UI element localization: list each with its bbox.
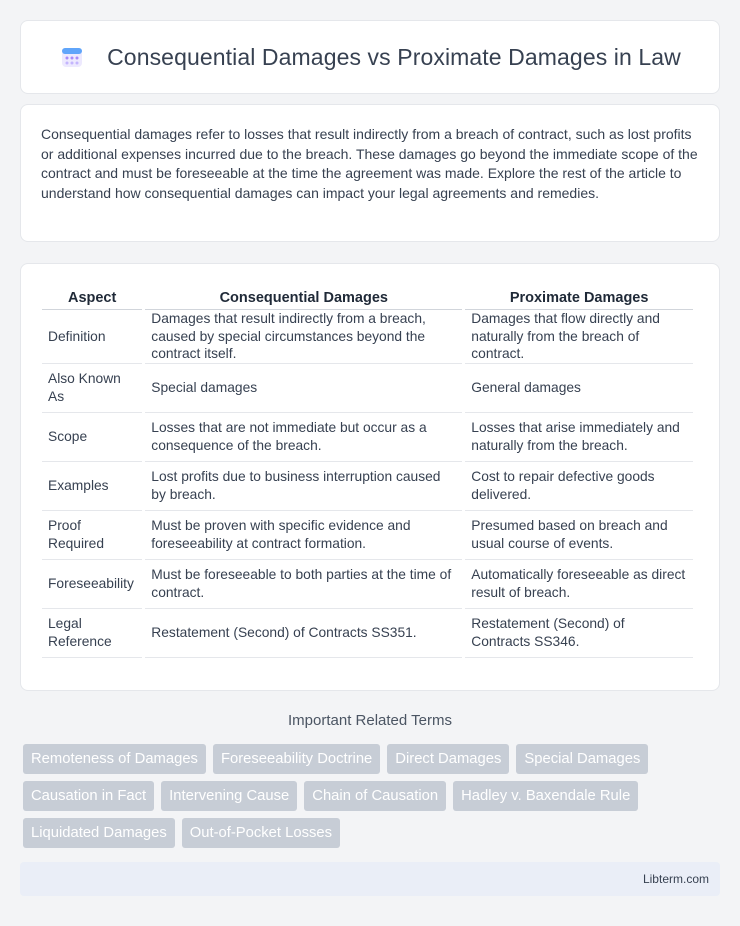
cell-aspect: Also Known As [42, 364, 142, 413]
cell-proximate: Presumed based on breach and usual course of events. [465, 511, 693, 560]
tag-liquidated-damages[interactable]: Liquidated Damages [23, 818, 175, 848]
intro-text: Consequential damages refer to losses that result indirectly from a breach of contract, such as lost profits or additional expenses incurred due to the breach. These damages go beyond the immediate scope of the contract and must be foreseeable at the time the agreement was made. Explore the rest of the article to understand how consequential damages can impact your legal agreements and remedies. [41, 126, 698, 201]
header-proximate: Proximate Damages [465, 286, 693, 310]
calendar-icon [59, 44, 85, 70]
intro-card [20, 104, 720, 242]
footer-site-link[interactable]: Libterm.com [642, 872, 709, 886]
cell-consequential: Losses that are not immediate but occur as a consequence of the breach. [145, 413, 462, 462]
cell-consequential: Restatement (Second) of Contracts SS351. [145, 609, 462, 658]
tag-remoteness-of-damages[interactable]: Remoteness of Damages [23, 744, 206, 774]
table-row [42, 413, 693, 462]
tag-row [23, 781, 723, 811]
cell-consequential: Damages that result indirectly from a breach, caused by special circumstances beyond the contract itself. [145, 310, 462, 364]
cell-aspect: Proof Required [42, 511, 142, 560]
cell-aspect: Scope [42, 413, 142, 462]
footer [20, 862, 720, 896]
related-terms-title: Important Related Terms [288, 712, 452, 729]
table-row [42, 462, 693, 511]
cell-aspect: Legal Reference [42, 609, 142, 658]
comparison-table [39, 286, 696, 658]
cell-consequential: Lost profits due to business interruption caused by breach. [145, 462, 462, 511]
related-terms-list [23, 744, 723, 855]
tag-direct-damages[interactable]: Direct Damages [387, 744, 509, 774]
table-row [42, 511, 693, 560]
tag-row [23, 744, 723, 774]
table-row [42, 560, 693, 609]
table-row [42, 310, 693, 364]
tag-row [23, 818, 723, 848]
comparison-card [20, 263, 720, 691]
cell-consequential: Special damages [145, 364, 462, 413]
page-title: Consequential Damages vs Proximate Damages in Law [107, 43, 681, 70]
cell-proximate: Automatically foreseeable as direct result of breach. [465, 560, 693, 609]
tag-hadley-v-baxendale-rule[interactable]: Hadley v. Baxendale Rule [453, 781, 638, 811]
tag-out-of-pocket-losses[interactable]: Out-of-Pocket Losses [182, 818, 340, 848]
table-row [42, 609, 693, 658]
tag-intervening-cause[interactable]: Intervening Cause [161, 781, 297, 811]
cell-proximate: Restatement (Second) of Contracts SS346. [465, 609, 693, 658]
table-header-row [42, 286, 693, 310]
cell-consequential: Must be proven with specific evidence and foreseeability at contract formation. [145, 511, 462, 560]
header-card [20, 20, 720, 94]
tag-causation-in-fact[interactable]: Causation in Fact [23, 781, 154, 811]
cell-proximate: Cost to repair defective goods delivered. [465, 462, 693, 511]
cell-aspect: Examples [42, 462, 142, 511]
header-aspect: Aspect [42, 286, 142, 310]
tag-foreseeability-doctrine[interactable]: Foreseeability Doctrine [213, 744, 380, 774]
cell-aspect: Foreseeability [42, 560, 142, 609]
tag-chain-of-causation[interactable]: Chain of Causation [304, 781, 446, 811]
cell-consequential: Must be foreseeable to both parties at the time of contract. [145, 560, 462, 609]
tag-special-damages[interactable]: Special Damages [516, 744, 648, 774]
cell-proximate: Damages that flow directly and naturally from the breach of contract. [465, 310, 693, 364]
cell-aspect: Definition [42, 310, 142, 364]
table-row [42, 364, 693, 413]
cell-proximate: General damages [465, 364, 693, 413]
header-consequential: Consequential Damages [145, 286, 462, 310]
cell-proximate: Losses that arise immediately and naturally from the breach. [465, 413, 693, 462]
